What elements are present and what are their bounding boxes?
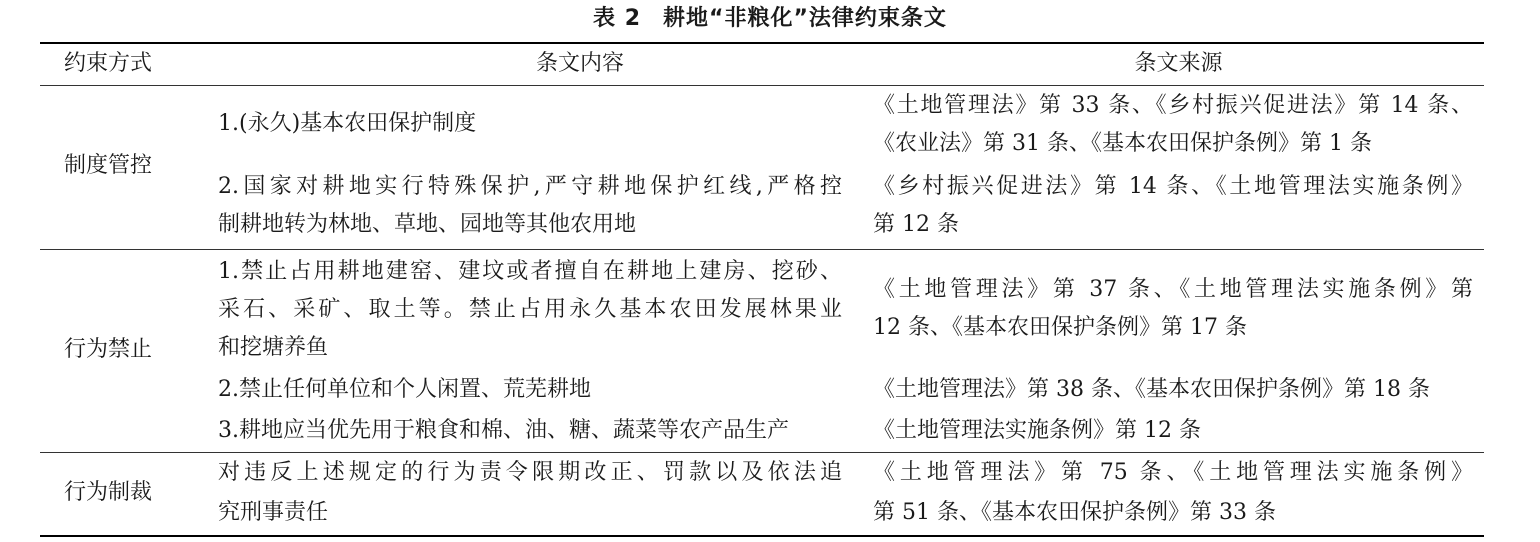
source-line: 《土地管理法》第 75 条、《土地管理法实施条例》 — [873, 460, 1473, 485]
table-caption — [0, 4, 1540, 34]
source-line: 《土地管理法》第 38 条、《基本农田保护条例》第 18 条 — [873, 377, 1430, 402]
method-cell: 行为禁止 — [63, 337, 152, 362]
source-line: 《土地管理法》第 37 条、《土地管理法实施条例》第 — [873, 277, 1473, 302]
content-line: 3.耕地应当优先用于粮食和棉、油、糖、蔬菜等农产品生产 — [218, 418, 789, 443]
content-line: 究刑事责任 — [218, 500, 329, 525]
source-line: 第 12 条 — [873, 212, 959, 237]
source-line: 《乡村振兴促进法》第 14 条、《土地管理法实施条例》 — [873, 174, 1473, 199]
method-cell: 制度管控 — [63, 153, 152, 178]
source-line: 第 51 条、《基本农田保护条例》第 33 条 — [873, 500, 1276, 525]
table-title: 耕地“非粮化”法律约束条文 — [663, 6, 947, 31]
content-line: 和挖塘养鱼 — [218, 335, 329, 360]
content-line: 制耕地转为林地、草地、园地等其他农用地 — [218, 212, 637, 237]
bottom-rule — [40, 535, 1484, 537]
header-source: 条文来源 — [1134, 51, 1223, 76]
source-line: 《土地管理法实施条例》第 12 条 — [873, 418, 1201, 443]
content-line: 采石、采矿、取土等。禁止占用永久基本农田发展林果业 — [218, 297, 842, 322]
method-cell: 行为制裁 — [63, 480, 152, 505]
header-method: 约束方式 — [63, 51, 152, 76]
source-line: 12 条、《基本农田保护条例》第 17 条 — [873, 315, 1247, 340]
content-line: 2.禁止任何单位和个人闲置、荒芜耕地 — [218, 377, 591, 402]
table-number: 表 2 — [593, 6, 642, 31]
content-line: 1.禁止占用耕地建窑、建坟或者擅自在耕地上建房、挖砂、 — [218, 259, 842, 284]
content-line: 对违反上述规定的行为责令限期改正、罚款以及依法追 — [218, 460, 842, 485]
header-content: 条文内容 — [535, 51, 624, 76]
content-line: 1.(永久)基本农田保护制度 — [218, 111, 477, 136]
source-line: 《土地管理法》第 33 条、《乡村振兴促进法》第 14 条、 — [873, 93, 1473, 118]
content-line: 2.国家对耕地实行特殊保护,严守耕地保护红线,严格控 — [218, 174, 842, 199]
group-divider — [40, 249, 1484, 250]
source-line: 《农业法》第 31 条、《基本农田保护条例》第 1 条 — [873, 131, 1372, 156]
